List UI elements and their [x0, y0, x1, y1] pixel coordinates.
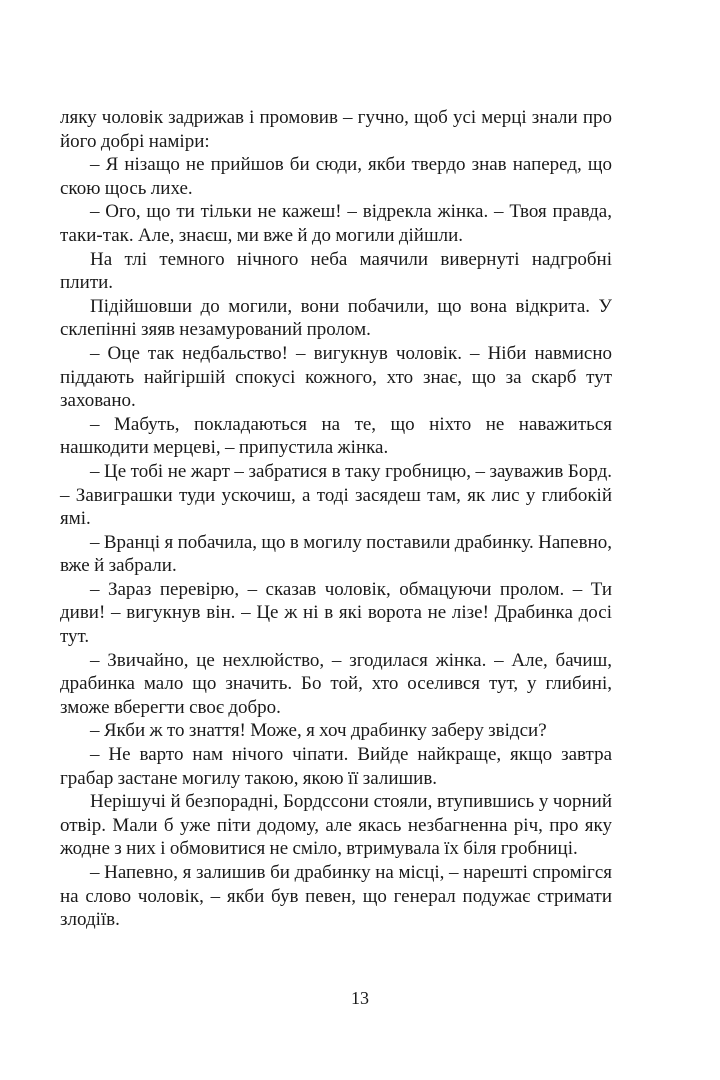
paragraph: Підійшовши до могили, вони побачили, що вона відкрита. У склепінні зяяв незамурований пролом. [60, 295, 612, 341]
paragraph: – Напевно, я залишив би драбинку на місці, – нарешті спромігся на слово чоловік, – якби був певен, що генерал подужає стримати злодіїв. [60, 862, 612, 931]
paragraph: – Вранці я побачила, що в могилу поставили драбинку. Напевно, вже й забрали. [60, 531, 612, 577]
paragraph: – Мабуть, покладаються на те, що ніхто не наважиться нашкодити мерцеві, – припустила жінка. [60, 413, 612, 459]
paragraph: – Якби ж то знаття! Може, я хоч драбинку заберу звідси? [90, 720, 547, 742]
paragraph: ляку чоловік задрижав і промовив – гучно, щоб усі мерці знали про його добрі наміри: [60, 107, 612, 152]
paragraph: – Я нізащо не прийшов би сюди, якби твердо знав наперед, що скою щось лихе. [60, 154, 612, 199]
paragraph: – Звичайно, це нехлюйство, – згодилася жінка. – Але, бачиш, драбинка мало що значить. Бо той, хто оселився тут, у глибині, зможе вберегти своє добро. [60, 649, 612, 718]
paragraph: Нерішучі й безпорадні, Бордссони стояли, втупившись у чорний отвір. Мали б уже піти додому, але якась незбагненна річ, про яку жодне з них і обмовитися не сміло, втримувала їх біля гробниці. [60, 791, 612, 860]
body-text [60, 106, 612, 932]
paragraph: – Це тобі не жарт – забратися в таку гробницю, – зауважив Борд. – Завиграшки туди ускочиш, а тоді засядеш там, як лис у глибокій ямі. [60, 460, 612, 530]
paragraph: – Не варто нам нічого чіпати. Вийде найкраще, якщо завтра грабар застане могилу такою, якою її залишив. [60, 744, 612, 789]
page-number: 13 [351, 988, 369, 1008]
paragraph: – Оце так недбальство! – вигукнув чоловік. – Ніби навмисно піддають найгіршій спокусі кожного, хто знає, що за скарб тут заховано. [60, 342, 612, 412]
paragraph: На тлі темного нічного неба маячили вивернуті надгробні плити. [60, 248, 612, 294]
paragraph: – Зараз перевірю, – сказав чоловік, обмацуючи пролом. – Ти диви! – вигукнув він. – Це ж ні в які ворота не лізе! Драбинка досі тут. [60, 578, 612, 648]
paragraph: – Ого, що ти тільки не кажеш! – відрекла жінка. – Твоя правда, таки-так. Але, знаєш, ми вже й до могили дійшли. [60, 201, 612, 246]
